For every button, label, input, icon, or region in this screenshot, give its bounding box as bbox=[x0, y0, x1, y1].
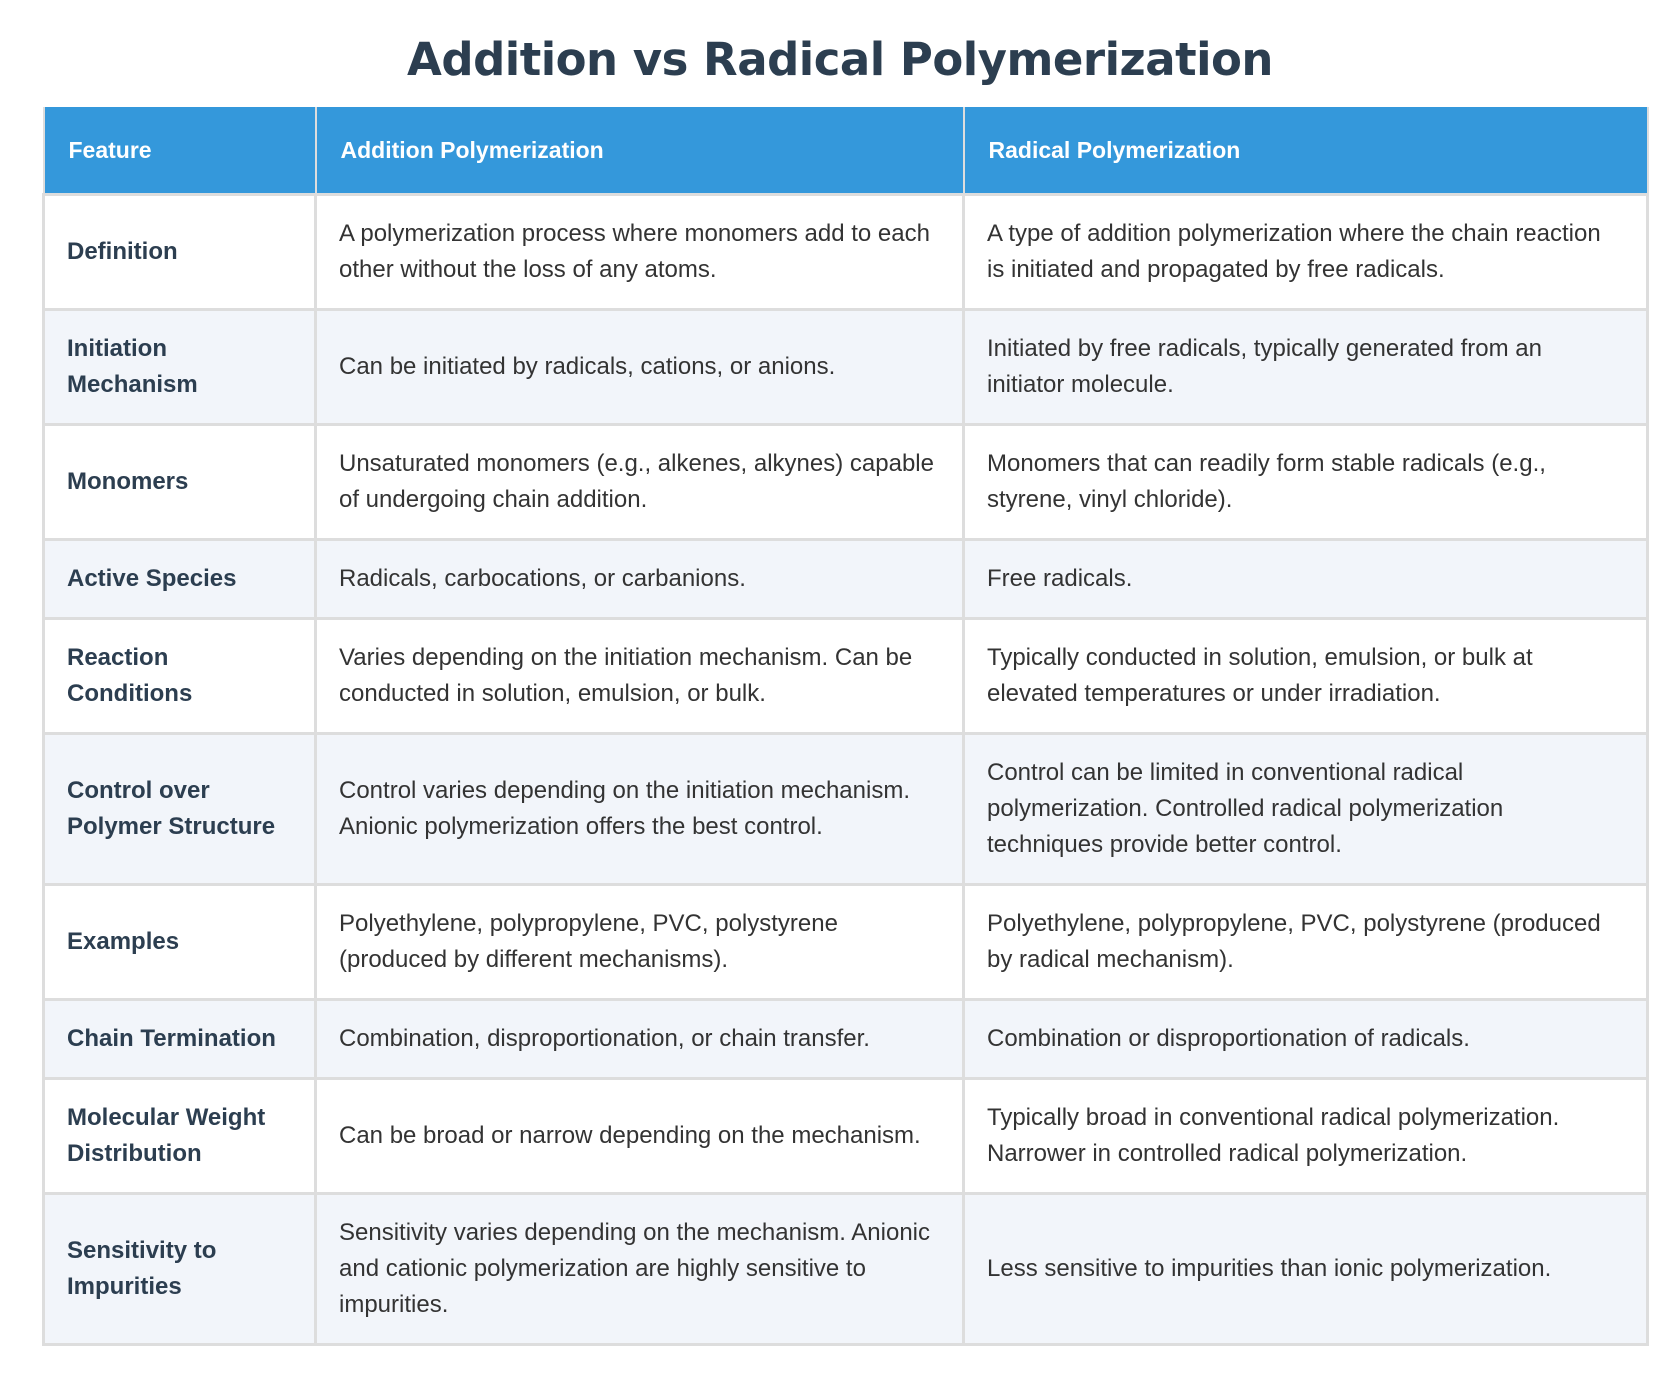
table-row bbox=[44, 425, 1648, 540]
column-header-addition: Addition Polymerization bbox=[316, 107, 964, 195]
feature-cell: Reaction Conditions bbox=[44, 619, 316, 734]
header-row bbox=[44, 107, 1648, 195]
table-row bbox=[44, 1000, 1648, 1079]
feature-cell: Monomers bbox=[44, 425, 316, 540]
addition-cell: Unsaturated monomers (e.g., alkenes, alkynes) capable of undergoing chain addition. bbox=[316, 425, 964, 540]
addition-cell: Control varies depending on the initiation mechanism. Anionic polymerization offers the best control. bbox=[316, 734, 964, 885]
table-row bbox=[44, 310, 1648, 425]
feature-cell: Initiation Mechanism bbox=[44, 310, 316, 425]
addition-cell: A polymerization process where monomers add to each other without the loss of any atoms. bbox=[316, 195, 964, 310]
addition-cell: Polyethylene, polypropylene, PVC, polystyrene (produced by different mechanisms). bbox=[316, 885, 964, 1000]
table-header bbox=[44, 107, 1648, 195]
radical-cell: Typically broad in conventional radical polymerization. Narrower in controlled radical polymerization. bbox=[964, 1079, 1648, 1194]
radical-cell: Control can be limited in conventional radical polymerization. Controlled radical polymerization techniques provide better control. bbox=[964, 734, 1648, 885]
feature-cell: Sensitivity to Impurities bbox=[44, 1194, 316, 1345]
table-row bbox=[44, 195, 1648, 310]
column-header-radical: Radical Polymerization bbox=[964, 107, 1648, 195]
radical-cell: Polyethylene, polypropylene, PVC, polystyrene (produced by radical mechanism). bbox=[964, 885, 1648, 1000]
page-title: Addition vs Radical Polymerization bbox=[407, 33, 1273, 86]
radical-cell: A type of addition polymerization where the chain reaction is initiated and propagated by free radicals. bbox=[964, 195, 1648, 310]
table-row bbox=[44, 734, 1648, 885]
addition-cell: Sensitivity varies depending on the mechanism. Anionic and cationic polymerization are highly sensitive to impurities. bbox=[316, 1194, 964, 1345]
column-header-feature: Feature bbox=[44, 107, 316, 195]
radical-cell: Less sensitive to impurities than ionic polymerization. bbox=[964, 1194, 1648, 1345]
feature-cell: Active Species bbox=[44, 540, 316, 619]
radical-cell: Free radicals. bbox=[964, 540, 1648, 619]
table-row bbox=[44, 885, 1648, 1000]
addition-cell: Can be broad or narrow depending on the mechanism. bbox=[316, 1079, 964, 1194]
feature-cell: Molecular Weight Distribution bbox=[44, 1079, 316, 1194]
radical-cell: Initiated by free radicals, typically generated from an initiator molecule. bbox=[964, 310, 1648, 425]
feature-cell: Definition bbox=[44, 195, 316, 310]
addition-cell: Combination, disproportionation, or chain transfer. bbox=[316, 1000, 964, 1079]
table-row bbox=[44, 1079, 1648, 1194]
addition-cell: Varies depending on the initiation mechanism. Can be conducted in solution, emulsion, or bulk. bbox=[316, 619, 964, 734]
feature-cell: Examples bbox=[44, 885, 316, 1000]
radical-cell: Combination or disproportionation of radicals. bbox=[964, 1000, 1648, 1079]
feature-cell: Chain Termination bbox=[44, 1000, 316, 1079]
radical-cell: Monomers that can readily form stable radicals (e.g., styrene, vinyl chloride). bbox=[964, 425, 1648, 540]
addition-cell: Can be initiated by radicals, cations, or anions. bbox=[316, 310, 964, 425]
comparison-table bbox=[42, 107, 1649, 1346]
feature-cell: Control over Polymer Structure bbox=[44, 734, 316, 885]
table-row bbox=[44, 619, 1648, 734]
addition-cell: Radicals, carbocations, or carbanions. bbox=[316, 540, 964, 619]
table-body bbox=[44, 195, 1648, 1345]
table-row bbox=[44, 540, 1648, 619]
table-row bbox=[44, 1194, 1648, 1345]
radical-cell: Typically conducted in solution, emulsion, or bulk at elevated temperatures or under irradiation. bbox=[964, 619, 1648, 734]
